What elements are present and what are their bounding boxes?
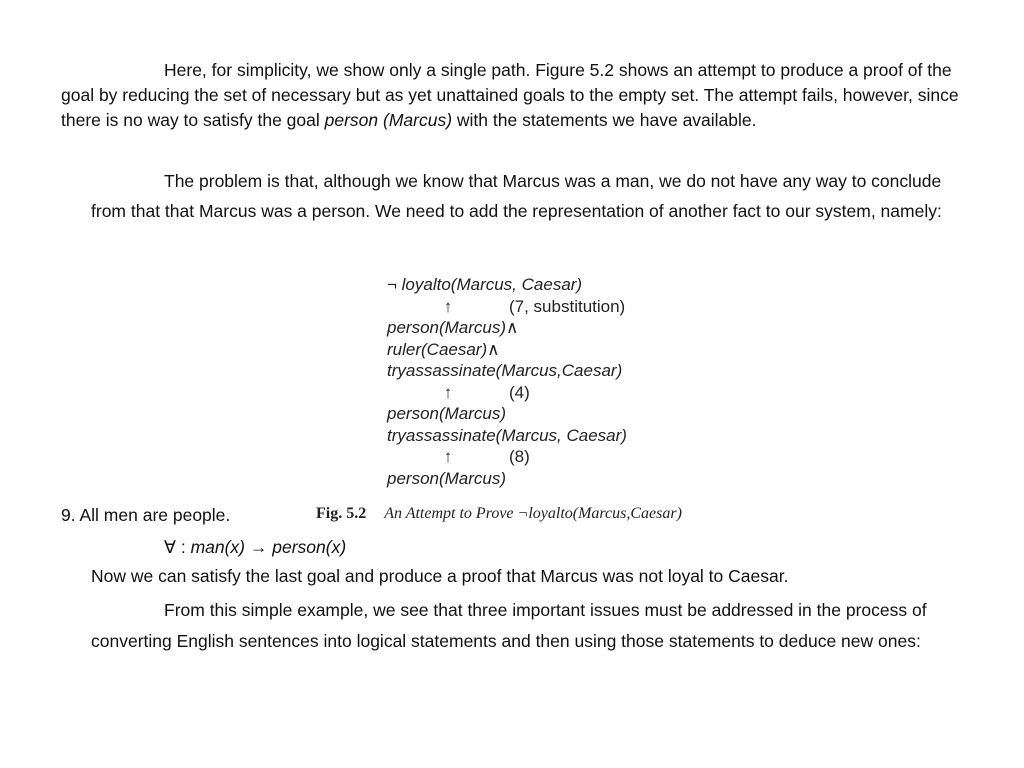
figure-line-10: person(Marcus) [387,468,507,488]
figure-line-7: person(Marcus) [387,404,507,423]
forall-quantifier: ∀ : [164,537,191,557]
figure-step-label: (4) [509,382,530,402]
paragraph-issues [91,595,971,656]
up-arrow-icon: ↑ [443,296,453,316]
figure-caption [316,505,682,523]
figure-step-2 [387,382,627,404]
paragraph-issues-text: From this simple example, we see that three important issues must be addressed in the process of converting English sentences into logical statements and then using those statements to deduce new ones: [91,600,927,651]
figure-line-4: ruler(Caesar)∧ [387,339,500,359]
figure-caption-title: An Attempt to Prove ¬loyalto(Marcus,Caesar) [384,505,682,522]
paragraph-conclusion: Now we can satisfy the last goal and produce a proof that Marcus was not loyal to Caesar. [91,566,789,586]
paragraph-intro-text-b: with the statements we have available. [452,110,757,130]
figure-line-5: tryassassinate(Marcus,Caesar) [387,361,623,380]
paragraph-intro [61,58,971,133]
paragraph-problem [91,166,971,226]
formula-expression: man(x) → person(x) [190,537,347,557]
figure-caption-label: Fig. 5.2 [316,505,367,522]
figure-step-3 [387,446,627,468]
up-arrow-icon: ↑ [443,447,453,466]
paragraph-problem-text: The problem is that, although we know that Marcus was a man, we do not have any way to conclude from that that Marcus was a person. We need to add the representation of another fact to our system, namely: [91,171,942,221]
goal-expression: person (Marcus) [324,110,453,130]
figure-line-1: ¬ loyalto(Marcus, Caesar) [387,275,583,294]
fact-9: 9. All men are people. [61,505,231,525]
figure-step-label: (7, substitution) [509,296,626,316]
figure-line-3: person(Marcus)∧ [387,318,519,337]
figure-step-label: (8) [509,447,530,466]
fact-9-formula [164,535,346,560]
figure-step-1 [387,296,627,318]
figure-line-8: tryassassinate(Marcus, Caesar) [387,425,627,445]
figure-5-2 [387,274,627,489]
up-arrow-icon: ↑ [443,382,453,402]
paragraph-intro-text-a: Here, for simplicity, we show only a single path. Figure 5.2 shows an attempt to produce a proof of the goal by reducing the set of necessary but as yet unattained goals to the empty set. The attempt fails, however, since there is no way to satisfy the goal [61,60,959,130]
